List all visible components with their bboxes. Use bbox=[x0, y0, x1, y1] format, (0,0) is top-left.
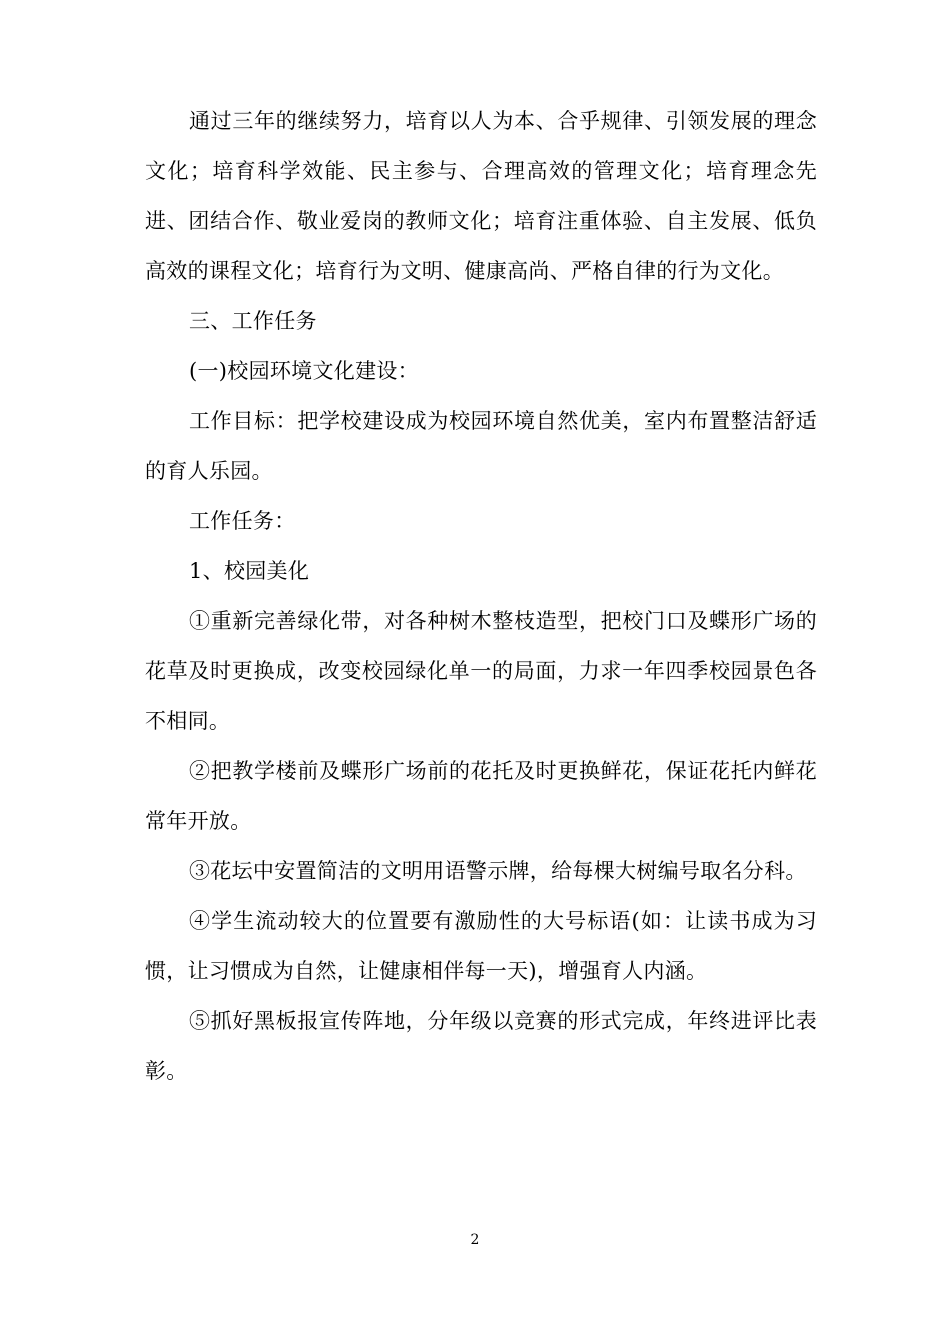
label-work-tasks: 工作任务： bbox=[189, 509, 296, 533]
list-item-slogans: ④学生流动较大的位置要有激励性的大号标语(如：让读书成为习惯，让习惯成为自然，让健康相伴每一天)，增强育人内涵。 bbox=[145, 909, 817, 983]
paragraph-work-objective: 工作目标：把学校建设成为校园环境自然优美，室内布置整洁舒适的育人乐园。 bbox=[145, 409, 817, 483]
body-text bbox=[145, 96, 817, 1096]
item-heading-campus-beautification: 1、校园美化 bbox=[189, 559, 310, 583]
list-item-greenbelt: ①重新完善绿化带，对各种树木整枝造型，把校门口及蝶形广场的花草及时更换成，改变校园绿化单一的局面，力求一年四季校园景色各不相同。 bbox=[145, 609, 817, 733]
list-item-flower-stands: ②把教学楼前及蝶形广场前的花托及时更换鲜花，保证花托内鲜花常年开放。 bbox=[145, 759, 817, 833]
subsection-heading-campus-environment: (一)校园环境文化建设： bbox=[189, 359, 419, 383]
list-item-signs: ③花坛中安置简洁的文明用语警示牌，给每棵大树编号取名分科。 bbox=[189, 859, 807, 883]
paragraph-goals-summary: 通过三年的继续努力，培育以人为本、合乎规律、引领发展的理念文化；培育科学效能、民主参与、合理高效的管理文化；培育理念先进、团结合作、敬业爱岗的教师文化；培育注重体验、自主发展、低负高效的课程文化；培育行为文明、健康高尚、严格自律的行为文化。 bbox=[145, 109, 817, 283]
section-heading-work-tasks: 三、工作任务 bbox=[189, 309, 317, 333]
page-number: 2 bbox=[470, 1232, 480, 1248]
list-item-blackboard: ⑤抓好黑板报宣传阵地，分年级以竞赛的形式完成，年终进评比表彰。 bbox=[145, 1009, 817, 1083]
